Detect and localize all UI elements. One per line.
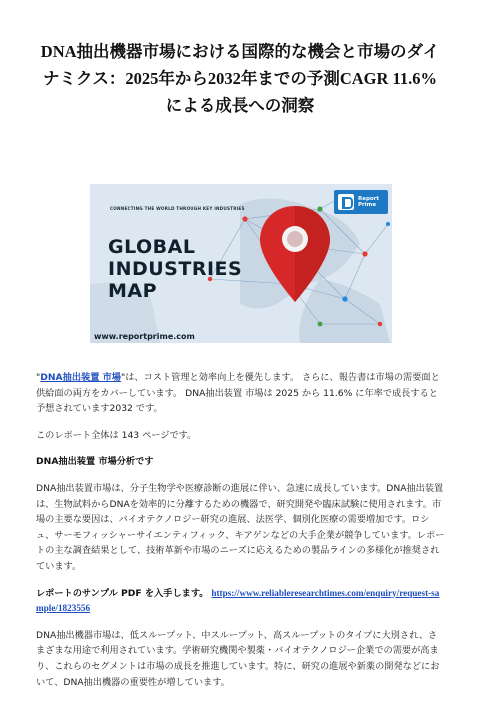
banner-heading [108,236,242,302]
close-quote: " [120,372,126,383]
banner-url: www.reportprime.com [94,332,195,341]
page-title: DNA抽出機器市場における国際的な機会と市場のダイナミクス：2025年から2032年までの予測CAGR 11.6%による成長への洞察 [40,42,440,115]
banner-heading-line3: MAP [108,280,158,302]
banner-heading-line2: INDUSTRIES [108,258,243,280]
analysis-heading: DNA抽出装置 市場分析です [36,456,154,468]
logo-text-line1: Report [358,195,380,202]
document-page [0,38,480,717]
page-count-text: このレポート全体は 143 ページです。 [36,429,197,441]
banner-heading-line1: GLOBAL [108,236,196,258]
intro-paragraph [36,370,446,417]
intro-text: は、コスト管理と効率向上を優先します。 さらに、報告書は市場の需要面と供給面の両方をカバーしています。 DNA抽出装置 市場は 2025 から 11.6% に年率で成長すると予想されています2032 です。 [36,372,440,415]
sample-label: レポートのサンプル PDF を入手します。 [36,587,209,599]
banner-image [90,184,392,343]
article-body [36,370,446,701]
open-quote: " [36,372,41,383]
reportprime-logo [334,190,388,214]
sample-paragraph [36,586,446,617]
market-link[interactable]: DNA抽出装置 市場 [40,372,121,383]
sample-link[interactable]: https://www.reliableresearchtimes.com/enquiry/request-sample/1823556 [36,587,440,614]
logo-mark-icon [338,194,354,210]
analysis-paragraph: DNA抽出装置市場は、分子生物学や医療診断の進展に伴い、急速に成長しています。DNA抽出装置は、生物試料からDNAを効率的に分離するための機器で、研究開発や臨床試験に使用されます。市場の主要な要因は、バイオテクノロジー研究の進展、法医学、個別化医療の需要増加です。ロシュ、サーモフィッシャーサイエンティフィック、キアゲンなどの大手企業が競争しています。レポートの主な調査結果として、技術革新や市場のニーズに応えるための製品ラインの多様化が推奨されています。 [36,482,445,572]
segment-paragraph: DNA抽出機器市場は、低スループット、中スループット、高スループットのタイプに大別され、さまざまな用途で利用されています。学術研究機関や製薬・バイオテクノロジー企業での需要が高まり、これらのセグメントは市場の成長を推進しています。特に、研究の進展や新薬の開発などにおいて、DNA抽出機器の重要性が増しています。 [36,629,440,688]
banner-tagline: CONNECTING THE WORLD THROUGH KEY INDUSTRIES [110,206,245,211]
logo-text-line2: Prime [358,202,377,208]
